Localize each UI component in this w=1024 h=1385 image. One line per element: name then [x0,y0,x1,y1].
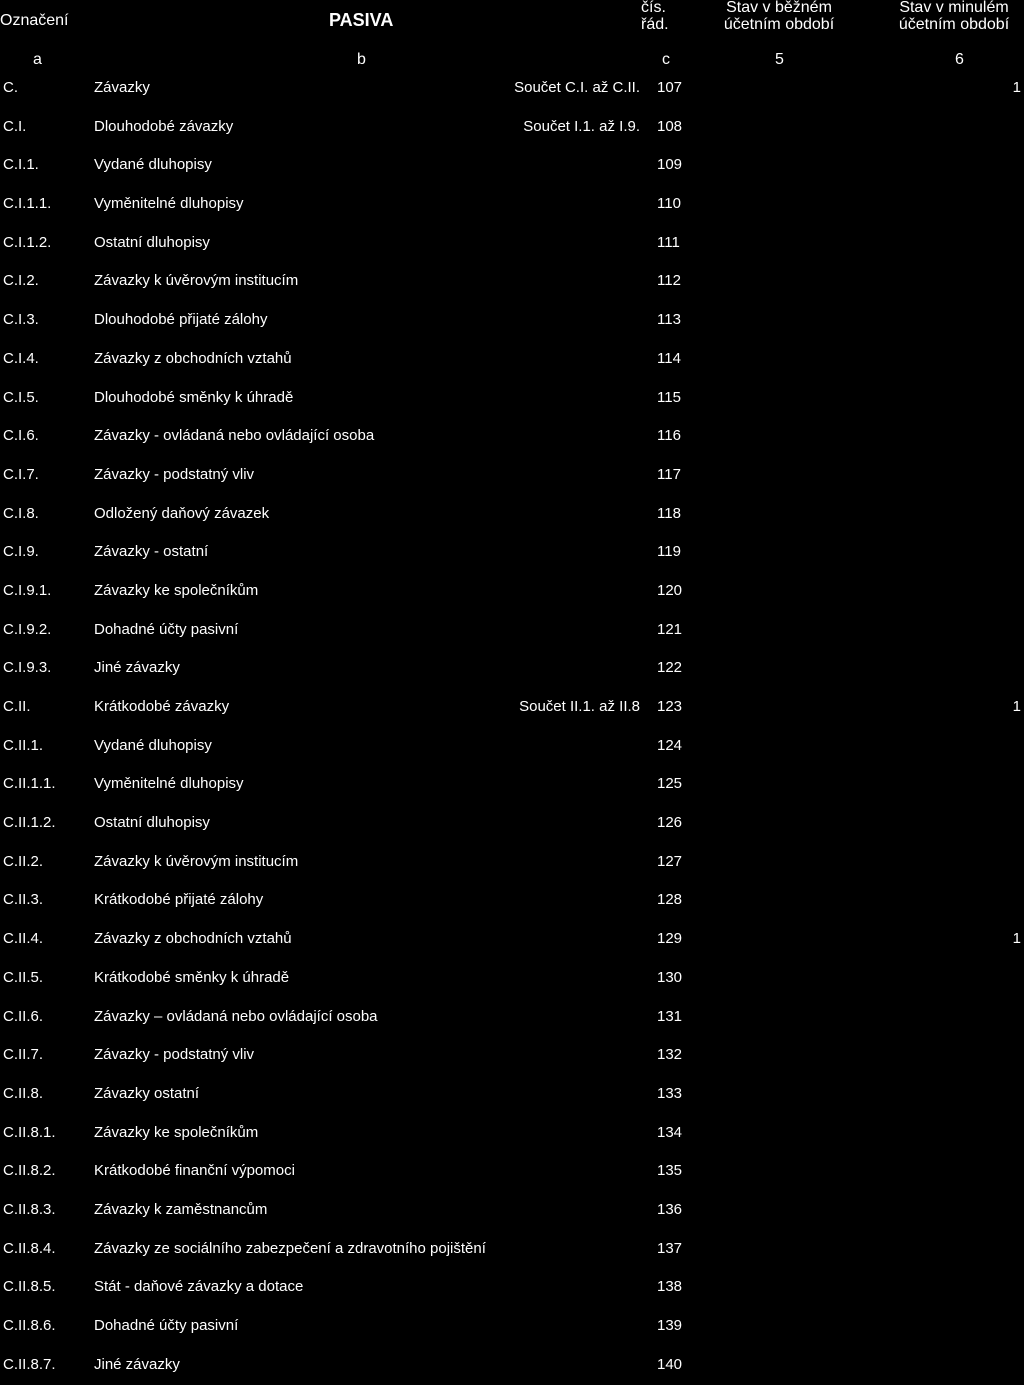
row-name: Dohadné účty pasivní [94,1317,239,1334]
row-number: 112 [657,272,681,290]
row-code: C.I.3. [3,311,39,329]
row-code: C.II.7. [3,1046,44,1064]
row-code: C.II.6. [3,1007,44,1025]
row-number: 133 [657,1084,683,1102]
row-name: Závazky ostatní [94,1084,200,1102]
table-row [0,960,1024,999]
row-code: C.II.8.7. [3,1355,56,1373]
table-row [0,341,1024,380]
row-name: Závazky ke společníkům [94,1123,259,1141]
row-name: Závazky ze sociálního zabezpečení a zdravotního pojištění [94,1239,486,1257]
row-code: C.II.8.1. [3,1123,56,1141]
table-row [0,728,1024,767]
row-name: Závazky [94,79,150,96]
row-formula: Součet II.1. až II.8 [519,698,640,715]
row-name: Dlouhodobé závazky [94,117,234,135]
row-number: 118 [657,504,681,522]
row-number: 122 [657,659,683,677]
table-row [0,612,1024,651]
row-code: C.I.1.2. [3,233,52,251]
table-row [0,766,1024,805]
row-name: Vyměnitelné dluhopisy [94,775,244,793]
row-code: C.II.1. [3,736,44,754]
row-code: C.I.9. [3,543,39,561]
row-number: 124 [657,736,683,754]
row-code: C.II.5. [3,968,44,986]
row-name: Krátkodobé závazky [94,698,230,715]
row-code: C.II.8.2. [3,1162,56,1180]
row-name: Závazky – ovládaná nebo ovládající osoba [94,1007,378,1025]
row-number: 115 [657,388,681,406]
table-row [0,380,1024,419]
table-row [0,650,1024,689]
row-name: Krátkodobé přijaté zálohy [94,891,264,909]
table-row [0,147,1024,186]
row-code: C.I.9.3. [3,659,52,677]
table-row [0,1231,1024,1270]
row-name: Závazky z obchodních vztahů [94,349,292,367]
row-name: Ostatní dluhopisy [94,814,210,832]
row-code: C.II.1.2. [3,814,56,832]
header-stav-minule: Stav v minulém účetním období [898,0,1010,33]
row-name: Závazky - ovládaná nebo ovládající osoba [94,427,375,445]
table-row [0,805,1024,844]
table-row [0,689,1024,728]
row-current-value: 1 [1012,698,1021,715]
row-number: 129 [657,930,683,948]
row-code: C.I.5. [3,388,39,406]
row-code: C.II.8.5. [3,1278,56,1296]
row-name: Jiné závazky [94,659,180,677]
row-number: 127 [657,852,683,870]
col-index-c: c [662,51,670,68]
col-index-a: a [33,51,42,68]
table-row [0,921,1024,960]
table-row [0,1308,1024,1347]
header-cis-rad: čís. řád. [641,0,669,33]
row-name: Závazky k úvěrovým institucím [94,852,299,870]
row-code: C.I.9.1. [3,581,52,599]
row-code: C.II.1.1. [3,775,56,793]
row-code: C. [3,79,18,96]
col-index-5: 5 [775,51,784,68]
row-code: C.II.8.3. [3,1200,56,1218]
row-number: 125 [657,775,683,793]
table-row [0,999,1024,1038]
table-row [0,534,1024,573]
row-code: C.I.1. [3,156,39,174]
row-number: 116 [657,427,681,445]
header-pasiva: PASIVA [329,10,394,30]
row-code: C.I. [3,117,27,135]
table-row [0,225,1024,264]
table-row [0,457,1024,496]
row-number: 123 [657,698,683,715]
table-row [0,1115,1024,1154]
row-code: C.II.8.6. [3,1317,56,1334]
table-row [0,1153,1024,1192]
row-code: C.II. [3,698,31,715]
row-name: Závazky - ostatní [94,543,209,561]
table-row [0,1269,1024,1308]
row-name: Vydané dluhopisy [94,156,212,174]
row-number: 110 [657,195,681,213]
row-code: C.I.8. [3,504,39,522]
row-name: Ostatní dluhopisy [94,233,210,251]
row-name: Dohadné účty pasivní [94,620,239,638]
row-number: 121 [657,620,683,638]
header-stav-bezne: Stav v běžném účetním období [723,0,835,33]
row-code: C.II.4. [3,930,44,948]
row-code: C.II.2. [3,852,44,870]
row-number: 111 [657,233,680,251]
row-code: C.I.7. [3,465,39,483]
liabilities-table-body [0,70,1024,1385]
table-row [0,263,1024,302]
row-number: 138 [657,1278,683,1296]
table-row [0,1347,1024,1385]
row-number: 113 [657,311,681,329]
row-name: Krátkodobé směnky k úhradě [94,968,290,986]
table-row [0,302,1024,341]
row-name: Vyměnitelné dluhopisy [94,195,244,213]
table-row [0,1192,1024,1231]
row-number: 117 [657,465,681,483]
row-code: C.I.1.1. [3,195,52,213]
row-number: 132 [657,1046,683,1064]
row-current-value: 1 [1012,930,1021,948]
row-name: Stát - daňové závazky a dotace [94,1278,304,1296]
row-name: Vydané dluhopisy [94,736,212,754]
row-name: Dlouhodobé směnky k úhradě [94,388,294,406]
row-number: 137 [657,1239,683,1257]
table-row [0,70,1024,109]
row-code: C.II.8. [3,1084,44,1102]
row-name: Závazky k úvěrovým institucím [94,272,299,290]
row-number: 134 [657,1123,683,1141]
row-number: 108 [657,117,683,135]
row-name: Jiné závazky [94,1355,180,1373]
row-number: 140 [657,1355,683,1373]
row-number: 107 [657,79,683,96]
col-index-6: 6 [955,51,964,68]
table-row [0,109,1024,148]
row-code: C.I.4. [3,349,39,367]
row-code: C.II.8.4. [3,1239,56,1257]
row-name: Krátkodobé finanční výpomoci [94,1162,295,1180]
row-code: C.II.3. [3,891,44,909]
table-row [0,1076,1024,1115]
row-name: Závazky k zaměstnancům [94,1200,268,1218]
row-number: 136 [657,1200,683,1218]
row-name: Závazky ke společníkům [94,581,259,599]
row-number: 131 [657,1007,683,1025]
table-row [0,418,1024,457]
row-number: 119 [657,543,681,561]
row-number: 135 [657,1162,683,1180]
row-name: Závazky - podstatný vliv [94,1046,255,1064]
table-row [0,186,1024,225]
row-number: 130 [657,968,683,986]
row-name: Závazky z obchodních vztahů [94,930,292,948]
row-code: C.I.6. [3,427,39,445]
header-oznaceni: Označení [0,12,69,29]
col-index-b: b [357,51,366,68]
row-name: Odložený daňový závazek [94,504,270,522]
row-current-value: 1 [1012,79,1021,96]
table-row [0,1037,1024,1076]
row-number: 120 [657,581,683,599]
row-number: 114 [657,349,681,367]
row-code: C.I.2. [3,272,39,290]
row-number: 126 [657,814,683,832]
row-code: C.I.9.2. [3,620,52,638]
row-number: 139 [657,1317,683,1334]
table-row [0,573,1024,612]
row-formula: Součet I.1. až I.9. [523,117,640,135]
table-row [0,496,1024,535]
table-row [0,882,1024,921]
row-name: Závazky - podstatný vliv [94,465,255,483]
row-name: Dlouhodobé přijaté zálohy [94,311,268,329]
table-row [0,844,1024,883]
row-formula: Součet C.I. až C.II. [514,79,640,96]
row-number: 128 [657,891,683,909]
row-number: 109 [657,156,683,174]
